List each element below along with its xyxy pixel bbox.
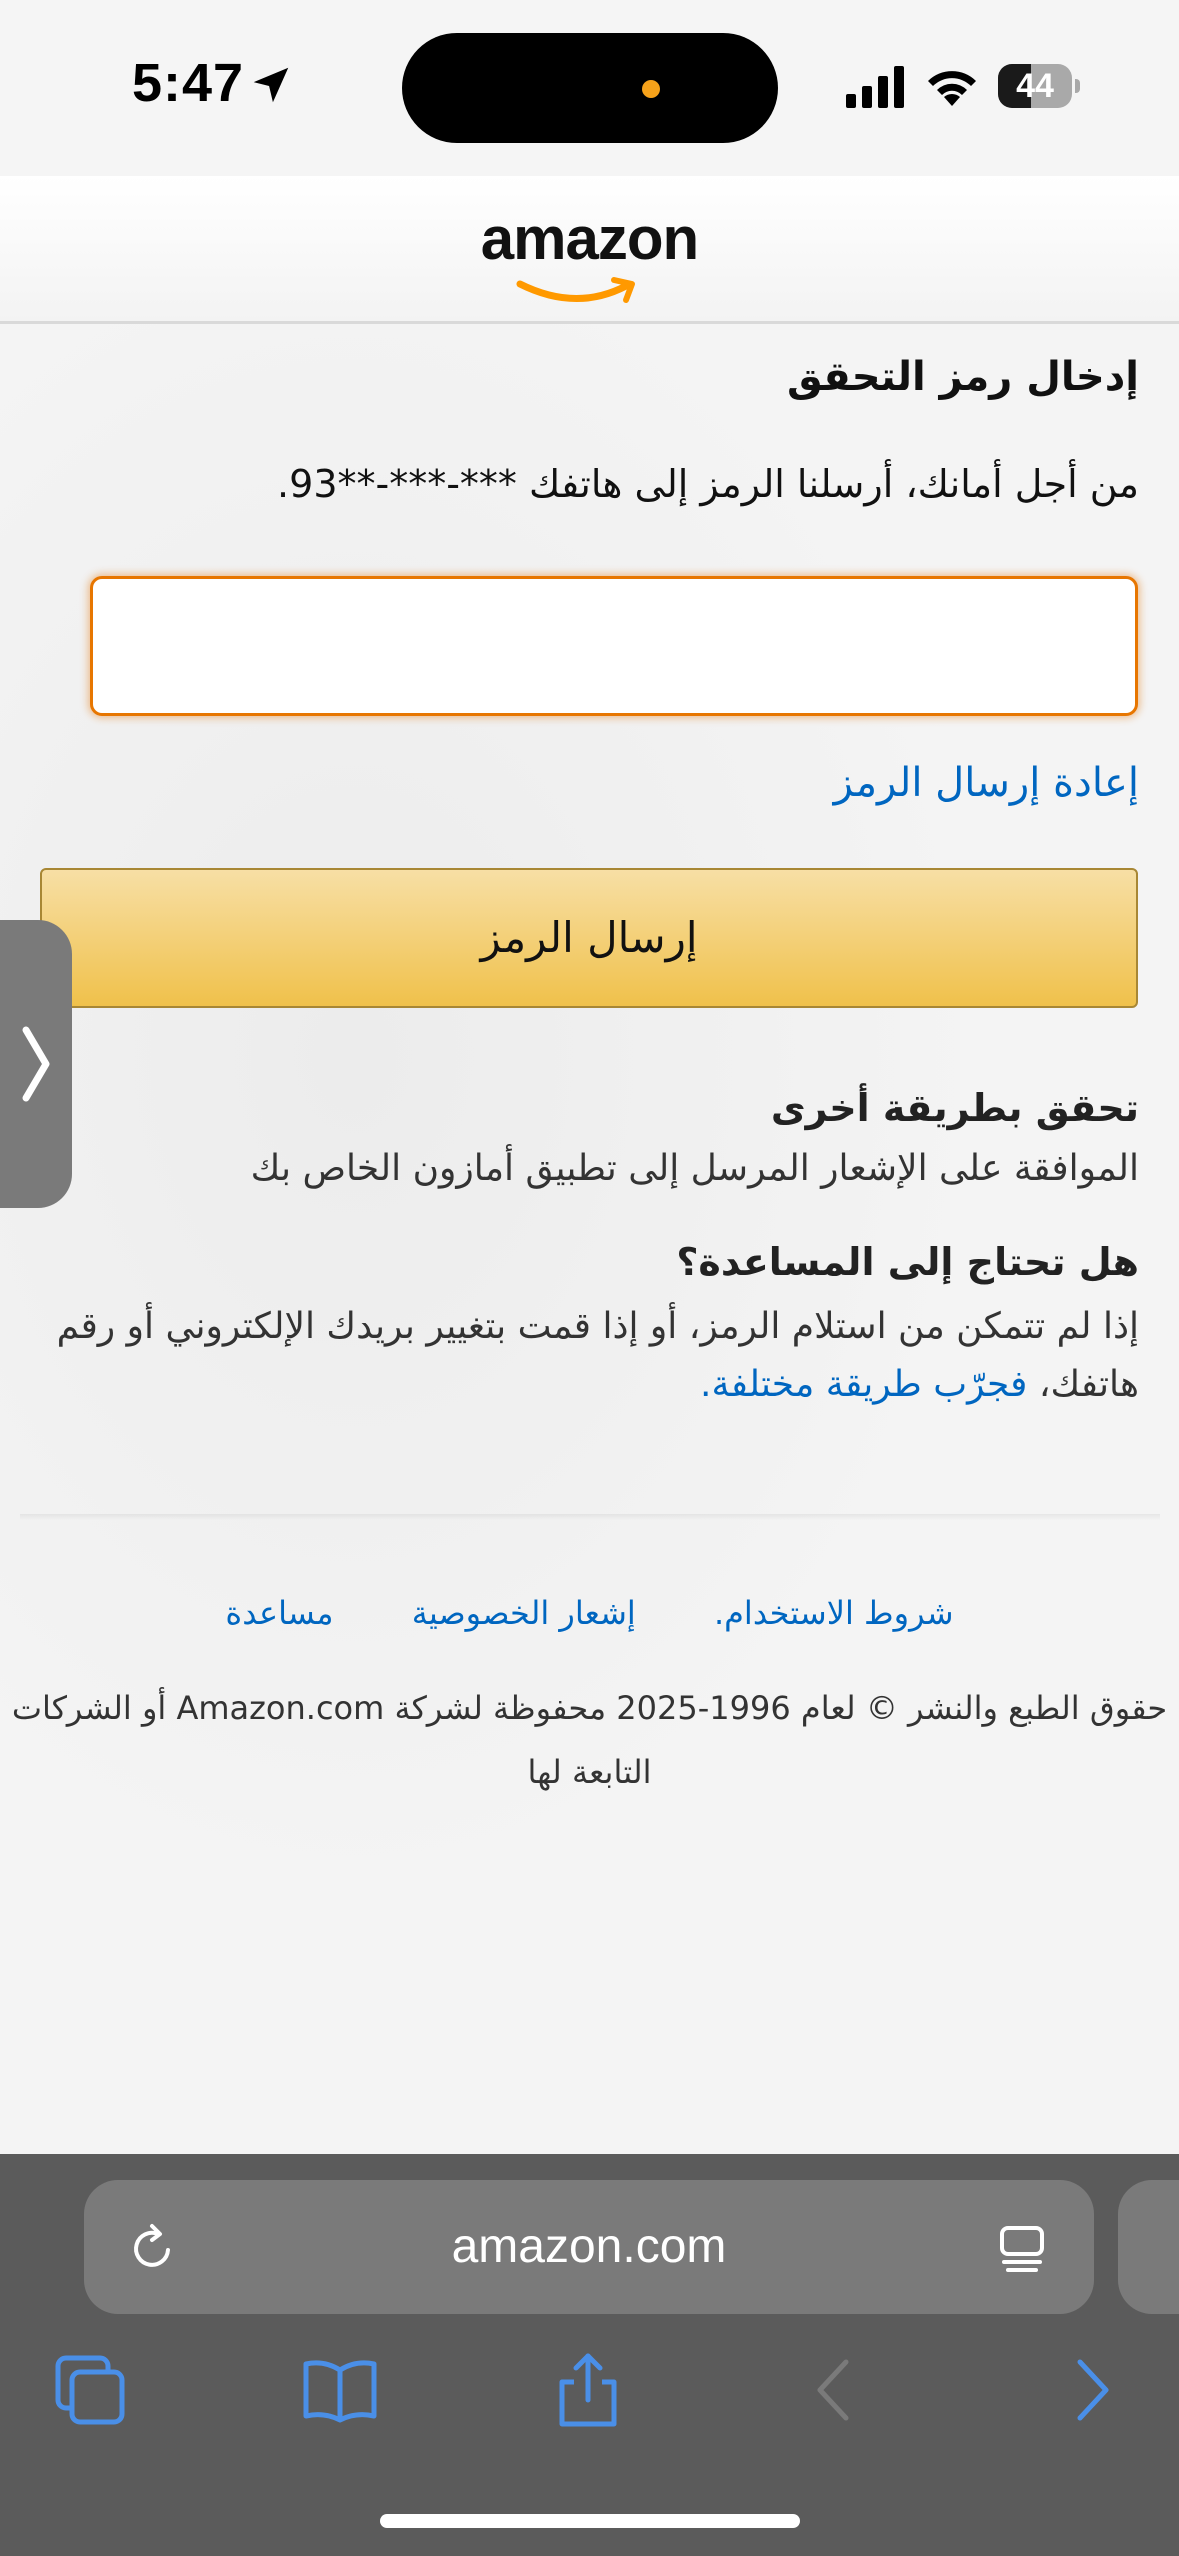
submit-code-button[interactable]: إرسال الرمز [40,868,1138,1008]
approve-notification-option[interactable]: الموافقة على الإشعار المرسل إلى تطبيق أمازون الخاص بك [250,1148,1139,1189]
wifi-icon [924,62,980,108]
amazon-logo[interactable]: amazon [480,205,699,272]
browser-toolbar [0,2154,1179,2556]
side-panel-handle[interactable] [0,920,72,1208]
section-divider [20,1514,1160,1520]
address-bar[interactable] [84,2180,1094,2314]
share-icon[interactable] [548,2350,628,2430]
battery-percentage: 44 [1016,67,1054,105]
cellular-signal-icon [844,64,908,108]
forward-icon[interactable] [1052,2350,1132,2430]
status-bar [0,0,1179,176]
bookmarks-icon[interactable] [300,2350,380,2430]
amazon-smile-logo-icon [514,272,644,312]
verification-code-input[interactable] [90,576,1138,716]
footer-links [0,1594,1179,1654]
page-title: إدخال رمز التحقق [786,354,1139,400]
home-indicator[interactable] [380,2514,800,2528]
footer-link-privacy[interactable]: إشعار الخصوصية [411,1594,636,1632]
footer-link-conditions[interactable]: شروط الاستخدام. [713,1594,954,1632]
tabs-icon[interactable] [50,2350,130,2430]
privacy-indicator-dot [642,80,660,98]
location-arrow-icon [248,62,294,108]
back-icon [796,2350,876,2430]
battery-indicator [998,64,1080,108]
page-subtitle: من أجل أمانك، أرسلنا الرمز إلى هاتفك ***-***-**93. [277,462,1139,506]
url-text[interactable]: amazon.com [451,2220,727,2273]
other-method-title: تحقق بطريقة أخرى [770,1086,1139,1130]
help-text [39,1298,1139,1414]
next-tab-preview[interactable] [1118,2180,1179,2314]
reload-icon[interactable] [124,2220,180,2276]
chevron-right-icon [18,1024,52,1104]
copyright-text: حقوق الطبع والنشر © لعام 1996-2025 محفوظة لشركة Amazon.com أو الشركات التابعة لها [11,1689,1168,1791]
dynamic-island [402,33,778,143]
resend-code-link[interactable]: إعادة إرسال الرمز [833,760,1139,806]
footer-link-help[interactable]: مساعدة [225,1594,334,1632]
try-different-method-link[interactable]: فجرّب طريقة مختلفة. [700,1364,1028,1405]
site-header [0,176,1179,324]
help-title: هل تحتاج إلى المساعدة؟ [676,1240,1139,1284]
status-time: 5:47 [132,53,245,113]
main-content [0,324,1179,2154]
page-menu-icon[interactable] [994,2220,1050,2276]
help-description: إذا لم تتمكن من استلام الرمز، أو إذا قمت بتغيير بريدك الإلكتروني أو رقم هاتفك، [56,1306,1139,1405]
